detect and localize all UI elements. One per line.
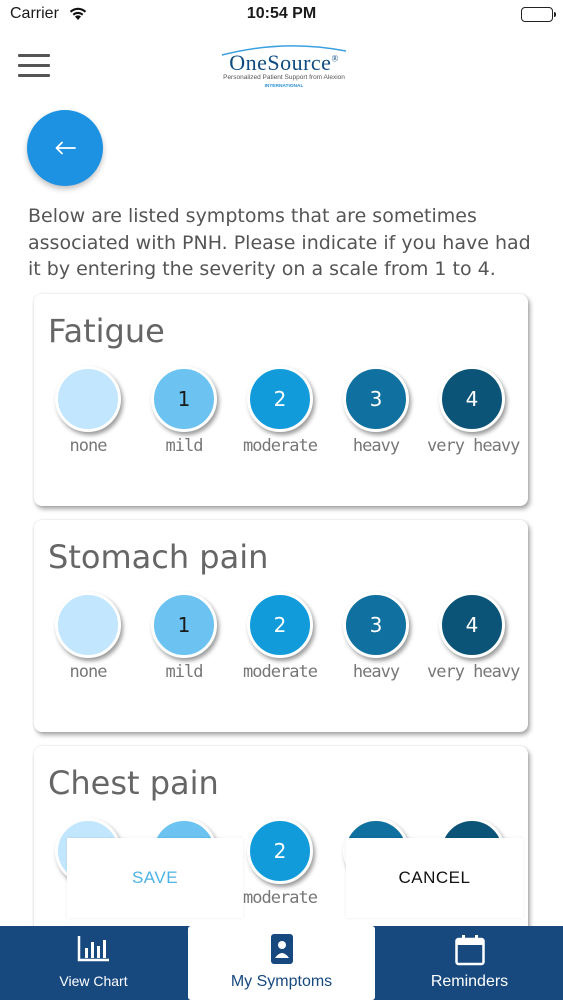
- bottom-tab-bar: [0, 926, 563, 1000]
- severity-options: [34, 592, 528, 692]
- symptom-card: [34, 294, 528, 506]
- severity-option-mild[interactable]: [139, 366, 229, 456]
- calendar-icon: [455, 934, 485, 966]
- severity-label: mild: [165, 662, 203, 682]
- clock: 10:54 PM: [246, 5, 317, 22]
- severity-option-very-heavy[interactable]: [427, 592, 520, 682]
- person-badge-icon: [271, 934, 293, 964]
- severity-label: very heavy: [427, 662, 520, 682]
- severity-circle[interactable]: 1: [151, 592, 217, 658]
- severity-label: none: [69, 662, 107, 682]
- severity-circle[interactable]: 3: [343, 366, 409, 432]
- severity-label: very heavy: [427, 436, 520, 456]
- symptom-title: Fatigue: [48, 312, 165, 350]
- severity-option-moderate[interactable]: [235, 592, 325, 682]
- severity-label: moderate: [243, 888, 317, 908]
- severity-label: heavy: [352, 436, 400, 456]
- tab-my-symptoms-label: My Symptoms: [230, 973, 333, 990]
- severity-option-mild[interactable]: [139, 592, 229, 682]
- carrier-label: Carrier: [10, 5, 59, 22]
- tab-my-symptoms[interactable]: [188, 926, 375, 1000]
- severity-circle[interactable]: 1: [151, 366, 217, 432]
- severity-circle[interactable]: [55, 366, 121, 432]
- status-bar: [0, 0, 563, 30]
- save-button[interactable]: SAVE: [67, 838, 243, 918]
- severity-circle[interactable]: 2: [247, 592, 313, 658]
- instructions-text: Below are listed symptoms that are sometimes associated with PNH. Please indicate if you have had it by entering the severity on a scale from 1 to 4.: [28, 205, 531, 280]
- tab-view-chart[interactable]: [0, 926, 187, 1000]
- tab-reminders-label: Reminders: [430, 973, 509, 990]
- back-button[interactable]: [27, 110, 103, 186]
- bar-chart-icon: [77, 934, 111, 962]
- tab-view-chart-label: View Chart: [59, 973, 128, 989]
- severity-circle[interactable]: 2: [247, 818, 313, 884]
- symptom-card: [34, 520, 528, 732]
- severity-label: none: [69, 436, 107, 456]
- severity-option-very-heavy[interactable]: [427, 366, 520, 456]
- logo-tagline: Personalized Patient Support from Alexion: [223, 74, 345, 81]
- severity-circle[interactable]: 4: [439, 366, 505, 432]
- severity-option-moderate[interactable]: [235, 818, 325, 908]
- severity-circle[interactable]: 4: [439, 592, 505, 658]
- menu-icon[interactable]: [18, 54, 50, 78]
- severity-circle[interactable]: 3: [343, 592, 409, 658]
- severity-option-none[interactable]: [43, 366, 133, 456]
- severity-label: moderate: [243, 662, 317, 682]
- severity-option-heavy[interactable]: [331, 592, 421, 682]
- severity-label: mild: [165, 436, 203, 456]
- severity-circle[interactable]: 2: [247, 366, 313, 432]
- onesource-logo: [214, 40, 354, 94]
- severity-options: [34, 366, 528, 466]
- tab-reminders[interactable]: [376, 926, 563, 1000]
- severity-option-none[interactable]: [43, 592, 133, 682]
- severity-option-heavy[interactable]: [331, 366, 421, 456]
- symptom-title: Chest pain: [48, 764, 219, 802]
- arrow-left-icon: [54, 141, 76, 155]
- severity-label: moderate: [243, 436, 317, 456]
- logo-wordmark: OneSource®: [229, 50, 339, 75]
- severity-option-moderate[interactable]: [235, 366, 325, 456]
- logo-subtitle: INTERNATIONAL: [264, 84, 304, 89]
- symptom-title: Stomach pain: [48, 538, 269, 576]
- severity-label: heavy: [352, 662, 400, 682]
- cancel-button[interactable]: CANCEL: [346, 838, 523, 918]
- severity-circle[interactable]: [55, 592, 121, 658]
- battery-icon: [521, 7, 553, 22]
